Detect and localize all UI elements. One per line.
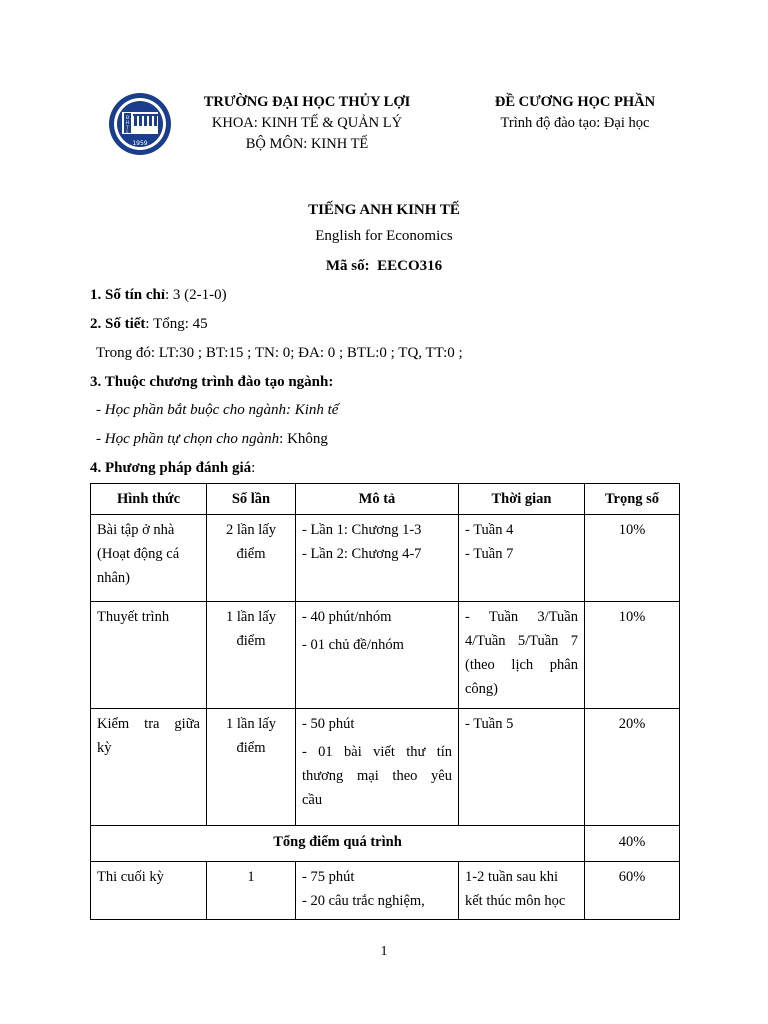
row-form: Bài tập ở nhà (Hoạt động cá nhân) [91, 515, 207, 602]
table-row [91, 515, 680, 602]
assessment-table [90, 483, 680, 920]
university-name: TRƯỜNG ĐẠI HỌC THỦY LỢI [203, 94, 411, 110]
header-form: Hình thức [91, 484, 207, 515]
table-row [91, 602, 680, 709]
department-name: BỘ MÔN: KINH TẾ [245, 136, 369, 152]
row-weight: 10% [585, 602, 680, 709]
hours-value: : Tổng: 45 [145, 316, 208, 332]
row-time: - Tuần 3/Tuần 4/Tuần 5/Tuần 7 (theo lịch phân công) [459, 602, 585, 709]
course-title: TIẾNG ANH KINH TẾ [308, 202, 460, 218]
logo-letter: Đ [125, 115, 130, 120]
hours-line [90, 314, 208, 334]
page-number: 1 [380, 944, 388, 959]
final-form: Thi cuối kỳ [91, 862, 207, 920]
credits-line [90, 285, 227, 305]
logo-year: 1959 [132, 140, 148, 147]
hours-breakdown: Trong đó: LT:30 ; BT:15 ; TN: 0; ĐA: 0 ; BTL:0 ; TQ, TT:0 ; [96, 345, 463, 361]
header-times: Số lần [207, 484, 296, 515]
course-title-en: English for Economics [315, 228, 453, 244]
elective-line [96, 429, 328, 449]
assessment-heading [90, 458, 255, 478]
assessment-colon: : [251, 460, 256, 476]
table-row [91, 709, 680, 826]
final-time: 1-2 tuần sau khi kết thúc môn học [459, 862, 585, 920]
header-time: Thời gian [459, 484, 585, 515]
row-time: - Tuần 4 - Tuần 7 [459, 515, 585, 602]
course-code [0, 256, 768, 276]
elective-label: - Học phần tự chọn cho ngành [96, 431, 280, 447]
subtotal-row [91, 826, 680, 862]
document-type: ĐỀ CƯƠNG HỌC PHẦN [494, 94, 656, 110]
row-form: Kiểm tra giữa kỳ [91, 709, 207, 826]
table-header-row [91, 484, 680, 515]
row-times: 1 lần lấy điểm [207, 709, 296, 826]
elective-value: : Không [279, 431, 328, 447]
hours-label: 2. Số tiết [90, 316, 146, 332]
row-weight: 10% [585, 515, 680, 602]
row-description: - Lần 1: Chương 1-3 - Lần 2: Chương 4-7 [296, 515, 459, 602]
header-weight: Trọng số [585, 484, 680, 515]
row-time: - Tuần 5 [459, 709, 585, 826]
svg-text:H: H [125, 120, 130, 125]
program-heading: 3. Thuộc chương trình đào tạo ngành: [90, 374, 334, 390]
final-weight: 60% [585, 862, 680, 920]
svg-text:L: L [126, 129, 129, 134]
row-times: 2 lần lấy điểm [207, 515, 296, 602]
course-code-value: EECO316 [377, 258, 443, 274]
final-times: 1 [207, 862, 296, 920]
university-logo [108, 92, 172, 156]
credits-value: : 3 (2-1-0) [165, 287, 227, 303]
row-description: - 50 phút - 01 bài viết thư tín thương mại theo yêu cầu [296, 709, 459, 826]
svg-text:T: T [126, 125, 129, 130]
final-exam-row [91, 862, 680, 920]
row-weight: 20% [585, 709, 680, 826]
header-description: Mô tả [296, 484, 459, 515]
subtotal-label: Tổng điểm quá trình [91, 826, 585, 862]
required-course: - Học phần bắt buộc cho ngành: Kinh tế [96, 402, 339, 418]
row-description: - 40 phút/nhóm - 01 chủ đề/nhóm [296, 602, 459, 709]
course-code-label: Mã số: [325, 258, 370, 274]
final-description: - 75 phút - 20 câu trắc nghiệm, [296, 862, 459, 920]
faculty-name: KHOA: KINH TẾ & QUẢN LÝ [211, 115, 403, 131]
subtotal-value: 40% [585, 826, 680, 862]
training-level: Trình độ đào tạo: Đại học [500, 115, 650, 131]
row-form: Thuyết trình [91, 602, 207, 709]
assessment-label: 4. Phương pháp đánh giá [90, 460, 252, 476]
credits-label: 1. Số tín chỉ [90, 287, 166, 303]
row-times: 1 lần lấy điểm [207, 602, 296, 709]
